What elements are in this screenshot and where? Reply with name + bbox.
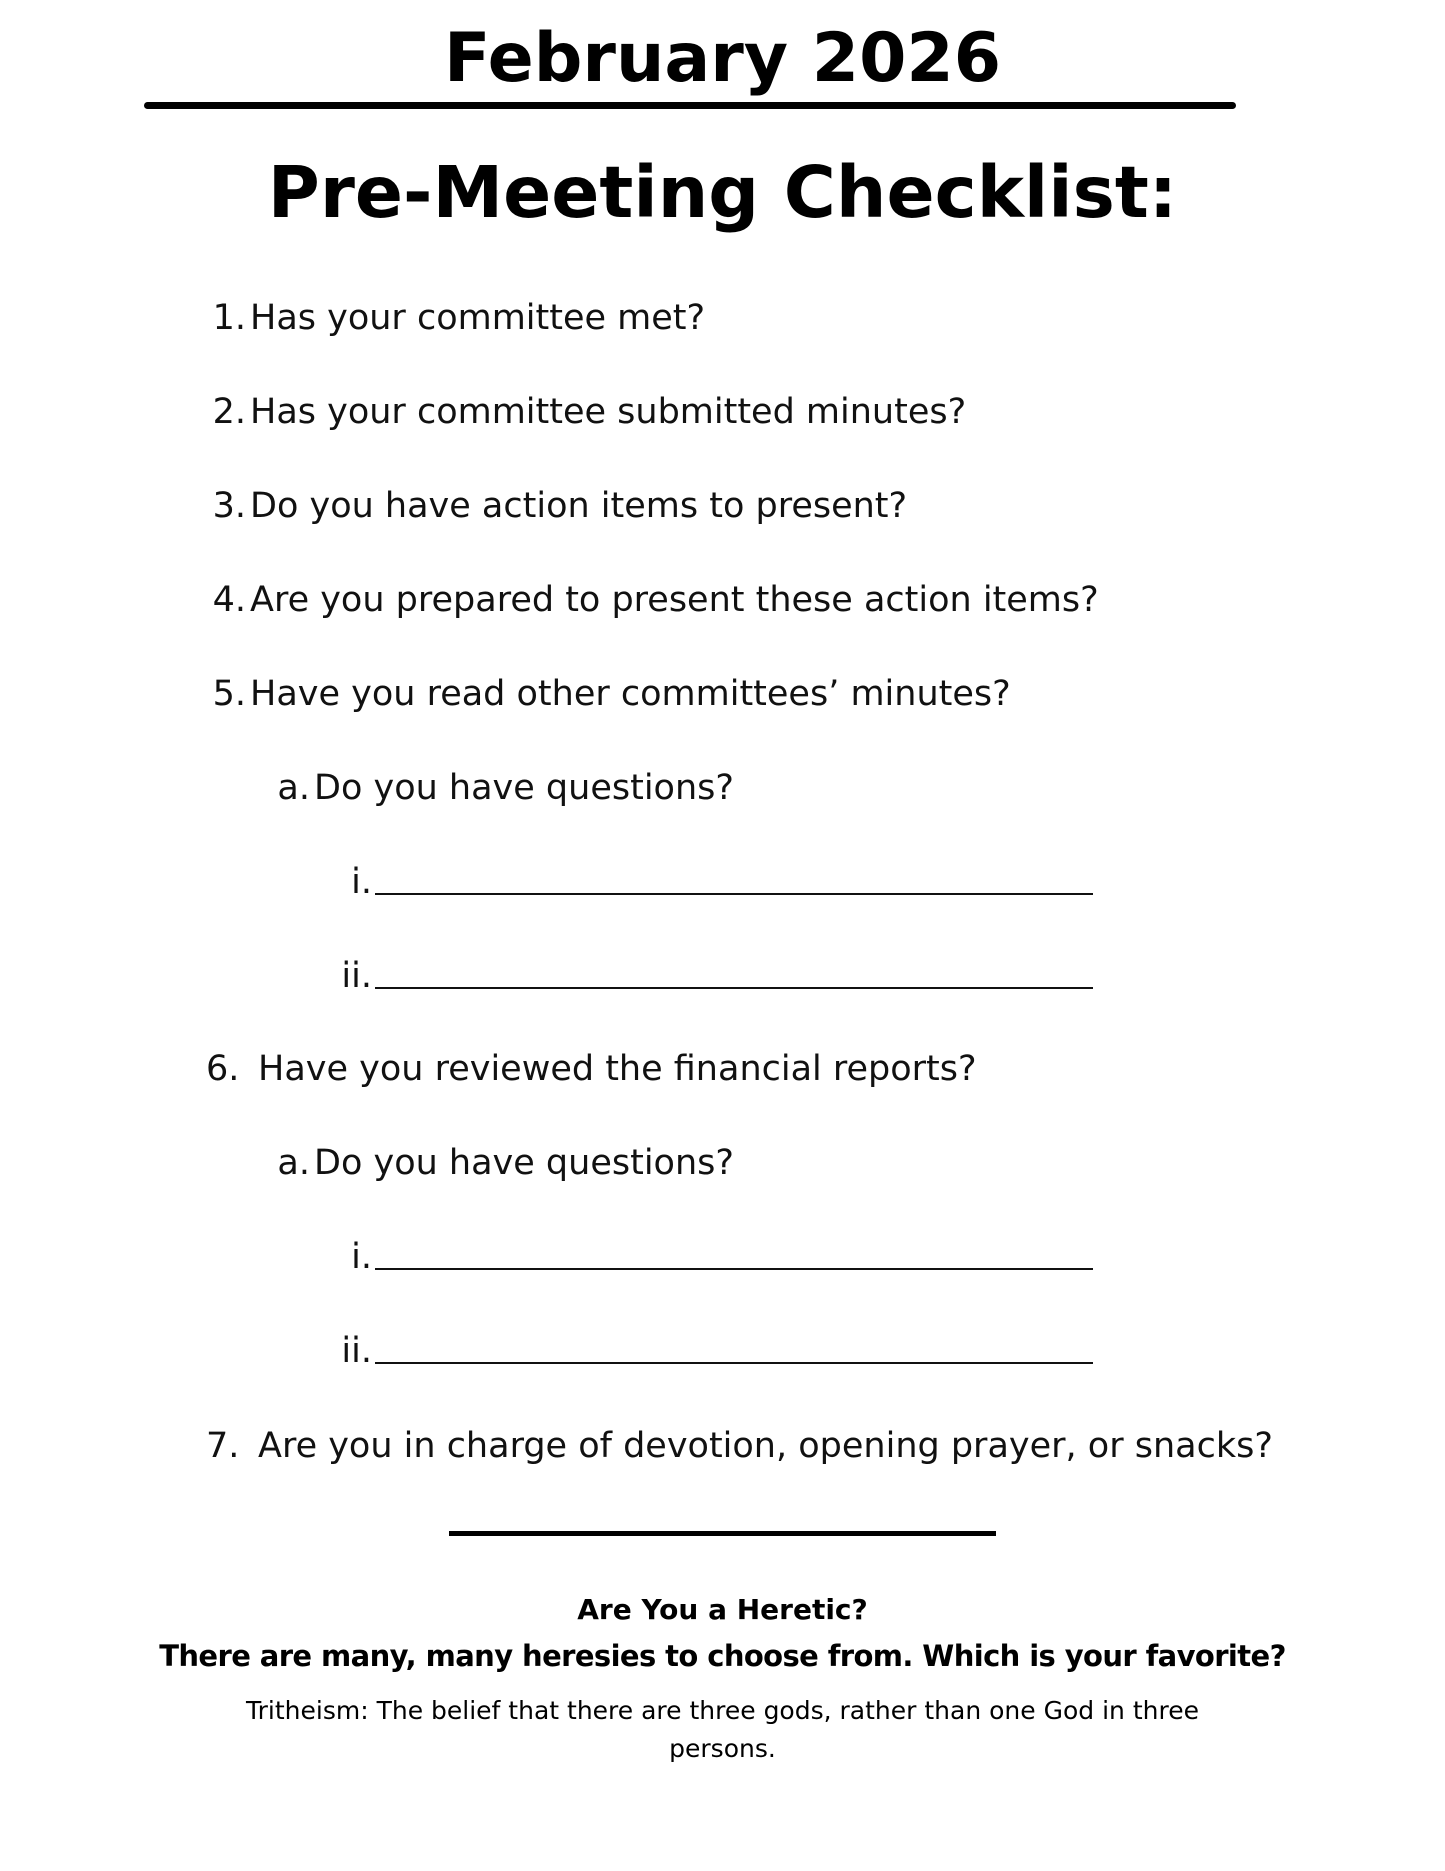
page-title: Pre-Meeting Checklist: [267,151,1178,234]
footer-heading: Are You a Heretic? [577,1593,868,1626]
footer-body [0,1692,1445,1768]
item-number: 5. [212,674,246,714]
month-title: February 2026 [443,19,1002,98]
answer-line-6a-ii[interactable] [375,1362,1093,1364]
footer-body-line-2: persons. [669,1734,776,1763]
item-number: 7. [206,1426,240,1466]
section-divider [449,1531,996,1536]
blank-label: i. [351,862,372,902]
item-text: Has your committee met? [250,298,706,338]
blank-label: ii. [341,1331,372,1371]
blank-label: i. [351,1237,372,1277]
item-text: Have you read other committees’ minutes? [250,674,1011,714]
header-rule [144,102,1236,109]
answer-line-5a-i[interactable] [375,893,1093,895]
sub-item-text: Do you have questions? [314,768,734,808]
item-number: 2. [212,392,246,432]
item-text: Do you have action items to present? [250,486,908,526]
footer-subheading: There are many, many heresies to choose from. Which is your favorite? [159,1639,1286,1673]
sub-item-letter: a. [277,1143,310,1183]
sub-item-letter: a. [277,768,310,808]
footer-body-line-1: Tritheism: The belief that there are three gods, rather than one God in three [246,1696,1199,1725]
item-number: 3. [212,486,246,526]
item-number: 6. [206,1049,240,1089]
item-text: Are you prepared to present these action items? [250,580,1099,620]
sub-item-text: Do you have questions? [314,1143,734,1183]
blank-label: ii. [341,956,372,996]
item-text: Are you in charge of devotion, opening prayer, or snacks? [258,1426,1273,1466]
item-text: Have you reviewed the financial reports? [258,1049,977,1089]
item-text: Has your committee submitted minutes? [250,392,967,432]
answer-line-5a-ii[interactable] [375,987,1093,989]
item-number: 4. [212,580,246,620]
item-number: 1. [212,298,246,338]
answer-line-6a-i[interactable] [375,1268,1093,1270]
